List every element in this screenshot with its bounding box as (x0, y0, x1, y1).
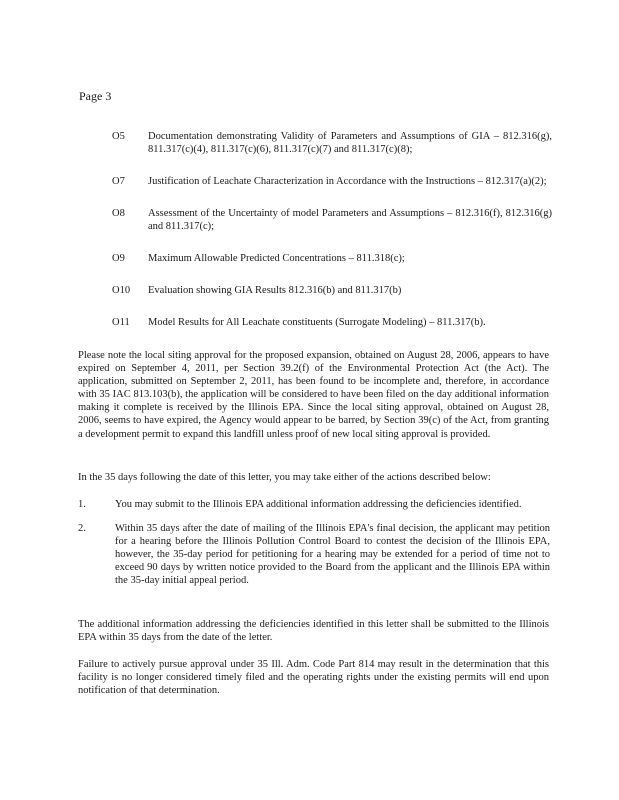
deficiency-code: O8 (112, 208, 125, 219)
action-text: Within 35 days after the date of mailing of the Illinois EPA's final decision, the applicant may petition for a hearing before the Illinois Pollution Control Board to contest the decision of the Illinois EPA, however, the 35-day period for petitioning for a hearing may be extended for a period of time not to exceed 90 days by written notice provided to the Board from the applicant and the Illinois EPA within the 35-day initial appeal period. (115, 523, 550, 587)
deficiency-text: Assessment of the Uncertainty of model Parameters and Assumptions – 812.316(f), 812.316(g) and 811.317(c); (148, 208, 552, 232)
action-item (78, 498, 550, 511)
deficiency-item (112, 316, 552, 329)
deficiency-code: O9 (112, 253, 125, 264)
deficiency-item (112, 175, 552, 188)
deficiency-text: Maximum Allowable Predicted Concentrations – 811.318(c); (148, 253, 405, 264)
deficiency-item (112, 207, 552, 233)
deficiency-code: O10 (112, 285, 131, 296)
deficiency-code: O7 (112, 176, 125, 187)
deficiency-text: Evaluation showing GIA Results 812.316(b) and 811.317(b) (148, 285, 402, 296)
deficiency-item (112, 130, 552, 156)
action-number: 1. (78, 499, 86, 510)
deficiency-item (112, 284, 552, 297)
deficiency-text: Documentation demonstrating Validity of Parameters and Assumptions of GIA – 812.316(g), 811.317(c)(4), 811.317(c)(6), 811.317(c)(7) and 811.317(c)(8); (148, 131, 552, 155)
actions-intro-paragraph: In the 35 days following the date of this letter, you may take either of the actions described below: (78, 472, 491, 483)
submission-deadline-paragraph: The additional information addressing the deficiencies identified in this letter shall be submitted to the Illinois EPA within 35 days from the date of the letter. (78, 619, 549, 644)
deficiency-item (112, 252, 552, 265)
deficiency-code: O11 (112, 317, 130, 328)
deficiency-text: Model Results for All Leachate constituents (Surrogate Modeling) – 811.317(b). (148, 317, 486, 328)
deficiency-text: Justification of Leachate Characterization in Accordance with the Instructions – 812.317(a)(2); (148, 176, 547, 187)
deficiency-list (112, 130, 552, 348)
action-number: 2. (78, 523, 86, 535)
page-number-label: Page 3 (79, 89, 112, 103)
siting-approval-paragraph: Please note the local siting approval for the proposed expansion, obtained on August 28, 2006, appears to have expired on September 4, 2011, per Section 39.2(f) of the Environmental Protection Act (the Act). The application, submitted on September 2, 2011, has been found to be incomplete and, therefore, in accordance with 35 IAC 813.103(b), the application will be considered to have been filed on the day additional information making it complete is received by the Illinois EPA. Since the local siting approval, obtained on August 28, 2006, seems to have expired, the Agency would appear to be barred, by Section 39(c) of the Act, from granting a development permit to expand this landfill unless proof of new local siting approval is provided. (78, 350, 549, 440)
action-text: You may submit to the Illinois EPA additional information addressing the deficiencies identified. (115, 499, 522, 510)
action-item (78, 522, 550, 587)
actions-list (78, 498, 550, 588)
failure-notice-paragraph: Failure to actively pursue approval under 35 Ill. Adm. Code Part 814 may result in the determination that this facility is no longer considered timely filed and the operating rights under the existing permits will end upon notification of that determination. (78, 659, 549, 697)
deficiency-code: O5 (112, 131, 125, 142)
